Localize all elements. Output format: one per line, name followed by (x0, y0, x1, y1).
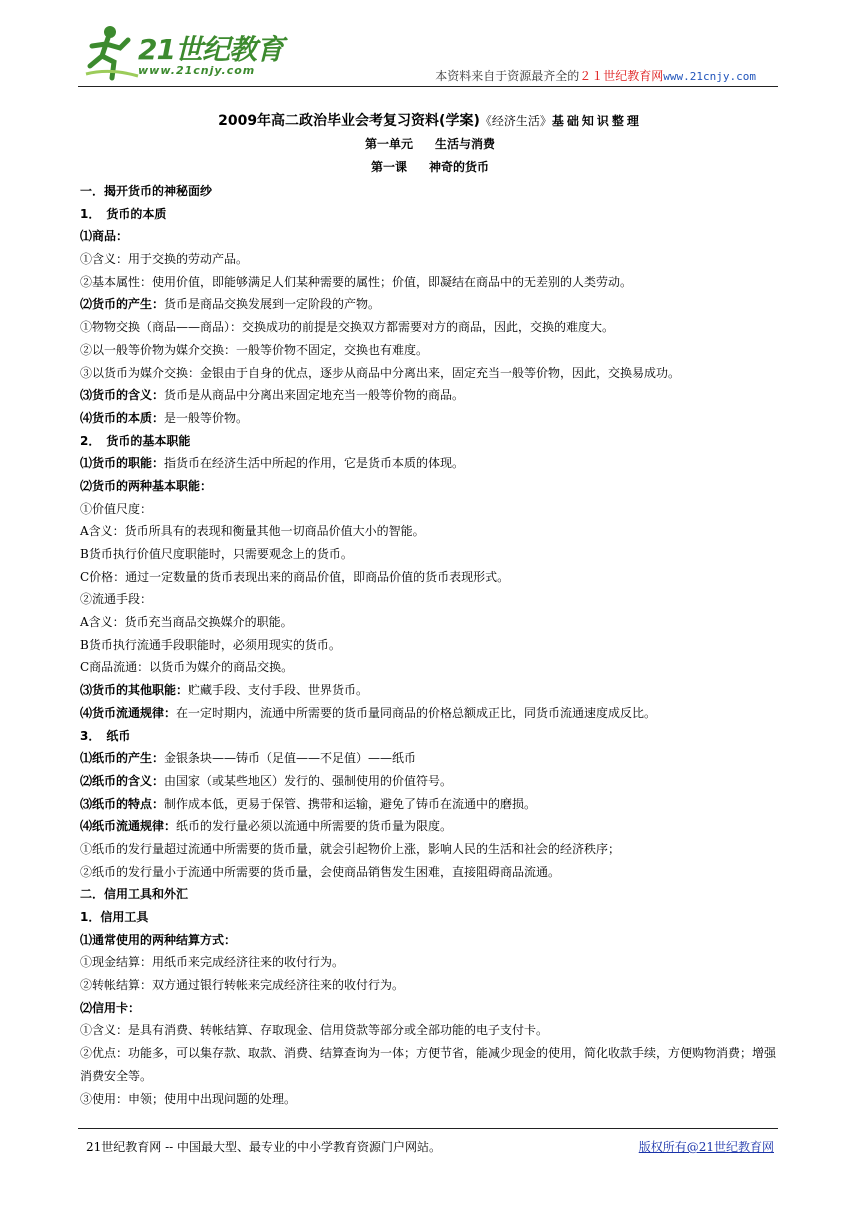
text-line (80, 248, 780, 271)
line-text: ②流通手段： (80, 592, 153, 607)
line-heading: ⑵货币的产生： (80, 297, 165, 312)
text-line (80, 611, 780, 634)
lesson-heading (0, 158, 860, 175)
line-heading: 2． 货币的基本职能 (80, 433, 191, 448)
text-line (80, 656, 780, 679)
footer-tagline: 21世纪教育网 -- 中国最大型、最专业的中小学教育资源门户网站。 (86, 1140, 442, 1154)
line-heading: 一．揭开货币的神秘面纱 (80, 184, 213, 198)
title-book: 《经济生活》 (479, 114, 552, 128)
text-line (80, 180, 780, 203)
text-line (80, 566, 780, 589)
line-text: ①现金结算：用纸币来完成经济往来的收付行为。 (80, 955, 345, 970)
logo-url: www.21cnjy.com (138, 64, 256, 77)
header-note-url[interactable]: www.21cnjy.com (663, 70, 756, 83)
text-line (80, 225, 780, 248)
line-heading: ⑴货币的职能： (80, 456, 165, 471)
line-text: 是一般等价物。 (164, 410, 249, 425)
header-note-prefix: 本资料来自于资源最齐全的 (435, 69, 580, 83)
text-line (80, 203, 780, 226)
line-heading: ⑵货币的两种基本职能： (80, 478, 213, 493)
line-text: ①含义：用于交换的劳动产品。 (80, 252, 249, 267)
footer-divider (78, 1128, 778, 1129)
line-heading: 1．信用工具 (80, 910, 149, 924)
line-text: 货币是从商品中分离出来固定地充当一般等价物的商品。 (164, 388, 465, 403)
line-text: ①纸币的发行量超过流通中所需要的货币量，就会引起物价上涨，影响人民的生活和社会的经济秩序； (80, 841, 621, 856)
text-line (80, 951, 780, 974)
line-text: 由国家（或某些地区）发行的、强制使用的价值符号。 (164, 773, 453, 788)
line-text: 纸币的发行量必须以流通中所需要的货币量为限度。 (176, 819, 453, 834)
line-text: B货币执行流通手段职能时，必须用现实的货币。 (80, 637, 341, 652)
text-line (80, 815, 780, 838)
lesson-label: 第一课 (370, 160, 407, 174)
line-heading: 二．信用工具和外汇 (80, 887, 189, 902)
line-text: 指货币在经济生活中所起的作用，它是货币本质的体现。 (164, 456, 465, 471)
text-line (80, 316, 780, 339)
line-text: A含义：货币所具有的表现和衡量其他一切商品价值大小的智能。 (80, 524, 425, 539)
text-line (80, 293, 780, 316)
text-line (80, 543, 780, 566)
text-line (80, 271, 780, 294)
title-suffix: 基础知识整理 (551, 114, 642, 128)
logo-text: 21世纪教育 (138, 33, 283, 66)
runner-logo-icon (80, 22, 140, 82)
text-line (80, 838, 780, 861)
header-note (435, 67, 756, 84)
line-text: ①物物交换（商品——商品）：交换成功的前提是交换双方都需要对方的商品，因此，交换的难度大。 (80, 320, 615, 335)
lesson-name: 神奇的货币 (429, 160, 490, 174)
text-line (80, 702, 780, 725)
line-heading: ⑷纸币流通规律： (80, 819, 177, 834)
text-line (80, 634, 780, 657)
title-main: 2009年高二政治毕业会考复习资料(学案) (218, 113, 480, 129)
line-heading: ⑷货币流通规律： (80, 705, 177, 720)
line-heading: 3． 纸币 (80, 728, 131, 743)
text-line (80, 384, 780, 407)
text-line (80, 974, 780, 997)
text-line (80, 883, 780, 906)
text-line (80, 407, 780, 430)
line-heading: ⑵信用卡： (80, 1000, 141, 1015)
text-line (80, 430, 780, 453)
unit-name: 生活与消费 (435, 137, 496, 151)
text-line (80, 588, 780, 611)
text-line (80, 861, 780, 884)
line-heading: ⑴商品： (80, 229, 129, 244)
line-heading: ⑶纸币的特点： (80, 796, 165, 811)
footer-copyright-link[interactable]: 版权所有@21世纪教育网 (638, 1140, 774, 1154)
line-text: ②纸币的发行量小于流通中所需要的货币量，会使商品销售发生困难，直接阻碍商品流通。 (80, 864, 561, 879)
line-text: 金银条块——铸币（足值——不足值）——纸币 (164, 751, 417, 766)
line-text: B货币执行价值尺度职能时，只需要观念上的货币。 (80, 547, 353, 561)
document-body (80, 180, 780, 1110)
text-line (80, 725, 780, 748)
line-text: A含义：货币充当商品交换媒介的职能。 (80, 615, 293, 630)
text-line (80, 475, 780, 498)
line-text: 货币是商品交换发展到一定阶段的产物。 (164, 297, 381, 312)
line-text: ①价值尺度： (80, 501, 153, 516)
line-text: ②优点：功能多，可以集存款、取款、消费、结算查询为一体；方便节省，能减少现金的使用，简化收款手续，方便购物消费；增强消费安全等。 (80, 1046, 777, 1083)
line-text: ②转帐结算：双方通过银行转帐来完成经济往来的收付行为。 (80, 978, 405, 993)
line-heading: ⑶货币的含义： (80, 388, 165, 403)
site-logo (80, 22, 290, 84)
text-line (80, 747, 780, 770)
text-line (80, 452, 780, 475)
text-line (80, 362, 780, 385)
line-text: 贮藏手段、支付手段、世界货币。 (188, 683, 369, 698)
line-text: ①含义：是具有消费、转帐结算、存取现金、信用贷款等部分或全部功能的电子支付卡。 (80, 1023, 549, 1038)
page-title (0, 110, 860, 130)
line-text: ②以一般等价物为媒介交换：一般等价物不固定，交换也有难度。 (80, 342, 429, 357)
text-line (80, 1019, 780, 1042)
text-line (80, 520, 780, 543)
text-line (80, 793, 780, 816)
line-text: ③使用：申领；使用中出现问题的处理。 (80, 1091, 297, 1106)
text-line (80, 770, 780, 793)
line-text: 在一定时期内，流通中所需要的货币量同商品的价格总额成正比，同货币流通速度成反比。 (176, 705, 657, 720)
line-text: C商品流通：以货币为媒介的商品交换。 (80, 660, 294, 675)
text-line (80, 679, 780, 702)
text-line (80, 997, 780, 1020)
header-divider (78, 86, 778, 87)
line-heading: ⑴通常使用的两种结算方式： (80, 932, 237, 947)
line-heading: ⑴纸币的产生： (80, 751, 165, 766)
text-line (80, 929, 780, 952)
text-line (80, 906, 780, 929)
line-heading: ⑷货币的本质： (80, 410, 165, 425)
line-heading: ⑵纸币的含义： (80, 773, 165, 788)
line-heading: 1． 货币的本质 (80, 206, 167, 221)
unit-heading (0, 135, 860, 152)
line-text: ②基本属性：使用价值，即能够满足人们某种需要的属性；价值，即凝结在商品中的无差别的人类劳动。 (80, 274, 633, 289)
text-line (80, 498, 780, 521)
line-heading: ⑶货币的其他职能： (80, 683, 189, 698)
line-text: C价格：通过一定数量的货币表现出来的商品价值，即商品价值的货币表现形式。 (80, 569, 510, 584)
header-note-site[interactable]: ２１世纪教育网 (579, 69, 664, 83)
text-line (80, 1042, 780, 1087)
line-text: ③以货币为媒介交换：金银由于自身的优点，逐步从商品中分离出来，固定充当一般等价物，因此，交换易成功。 (80, 365, 681, 380)
line-text: 制作成本低，更易于保管、携带和运输，避免了铸币在流通中的磨损。 (164, 796, 537, 811)
text-line (80, 1088, 780, 1111)
unit-label: 第一单元 (364, 137, 413, 151)
text-line (80, 339, 780, 362)
